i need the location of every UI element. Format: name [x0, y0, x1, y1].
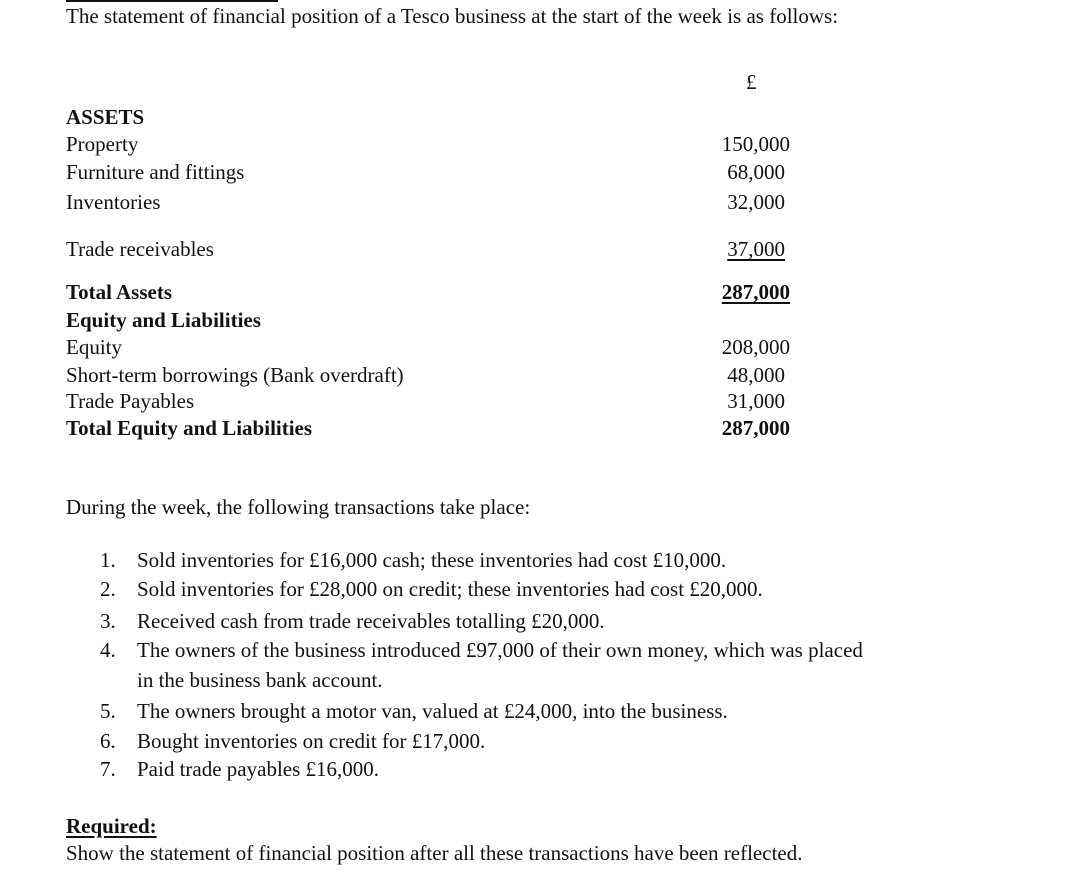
- list-item-text: The owners of the business introduced £97,000 of their own money, which was placed: [137, 638, 863, 662]
- list-item-number: 7.: [100, 757, 116, 781]
- asset-value-property: 150,000: [721, 132, 790, 156]
- equity-liabilities-heading: Equity and Liabilities: [66, 308, 261, 332]
- transactions-intro: During the week, the following transactions take place:: [66, 495, 531, 519]
- list-item-text: Sold inventories for £16,000 cash; these inventories had cost £10,000.: [137, 548, 727, 572]
- asset-label-receivables: Trade receivables: [66, 237, 214, 261]
- required-heading: Required:: [66, 814, 157, 838]
- el-value-equity: 208,000: [721, 335, 790, 359]
- el-label-equity: Equity: [66, 335, 122, 359]
- asset-label-furniture: Furniture and fittings: [66, 160, 245, 184]
- asset-label-property: Property: [66, 132, 139, 156]
- list-item-number: 3.: [100, 609, 116, 633]
- total-assets-label: Total Assets: [66, 280, 172, 304]
- list-item-number: 4.: [100, 638, 116, 662]
- total-assets-value: 287,000: [721, 280, 790, 304]
- total-el-value: 287,000: [721, 416, 790, 440]
- el-label-overdraft: Short-term borrowings (Bank overdraft): [66, 363, 404, 387]
- list-item-text: Sold inventories for £28,000 on credit; these inventories had cost £20,000.: [137, 577, 763, 601]
- el-label-payables: Trade Payables: [66, 389, 195, 413]
- intro-text: The statement of financial position of a Tesco business at the start of the week is as follows:: [66, 4, 839, 28]
- total-el-label: Total Equity and Liabilities: [66, 416, 313, 440]
- asset-label-inventories: Inventories: [66, 190, 161, 214]
- list-item-number: 2.: [100, 577, 116, 601]
- list-item-number: 5.: [100, 699, 116, 723]
- list-item-number: 1.: [100, 548, 116, 572]
- required-text: Show the statement of financial position after all these transactions have been reflected.: [66, 841, 803, 865]
- asset-value-receivables: 37,000: [727, 237, 785, 261]
- top-rule: [66, 0, 278, 2]
- list-item-text: Paid trade payables £16,000.: [137, 757, 380, 781]
- list-item-text: Received cash from trade receivables totalling £20,000.: [137, 609, 605, 633]
- asset-value-furniture: 68,000: [727, 160, 785, 184]
- list-item-number: 6.: [100, 729, 116, 753]
- list-item-text: Bought inventories on credit for £17,000.: [137, 729, 486, 753]
- asset-value-inventories: 32,000: [727, 190, 785, 214]
- assets-heading: ASSETS: [66, 105, 145, 129]
- el-value-payables: 31,000: [727, 389, 785, 413]
- list-item-text: The owners brought a motor van, valued at £24,000, into the business.: [137, 699, 728, 723]
- currency-header: £: [746, 70, 757, 94]
- list-item-continuation: in the business bank account.: [137, 668, 383, 692]
- el-value-overdraft: 48,000: [727, 363, 785, 387]
